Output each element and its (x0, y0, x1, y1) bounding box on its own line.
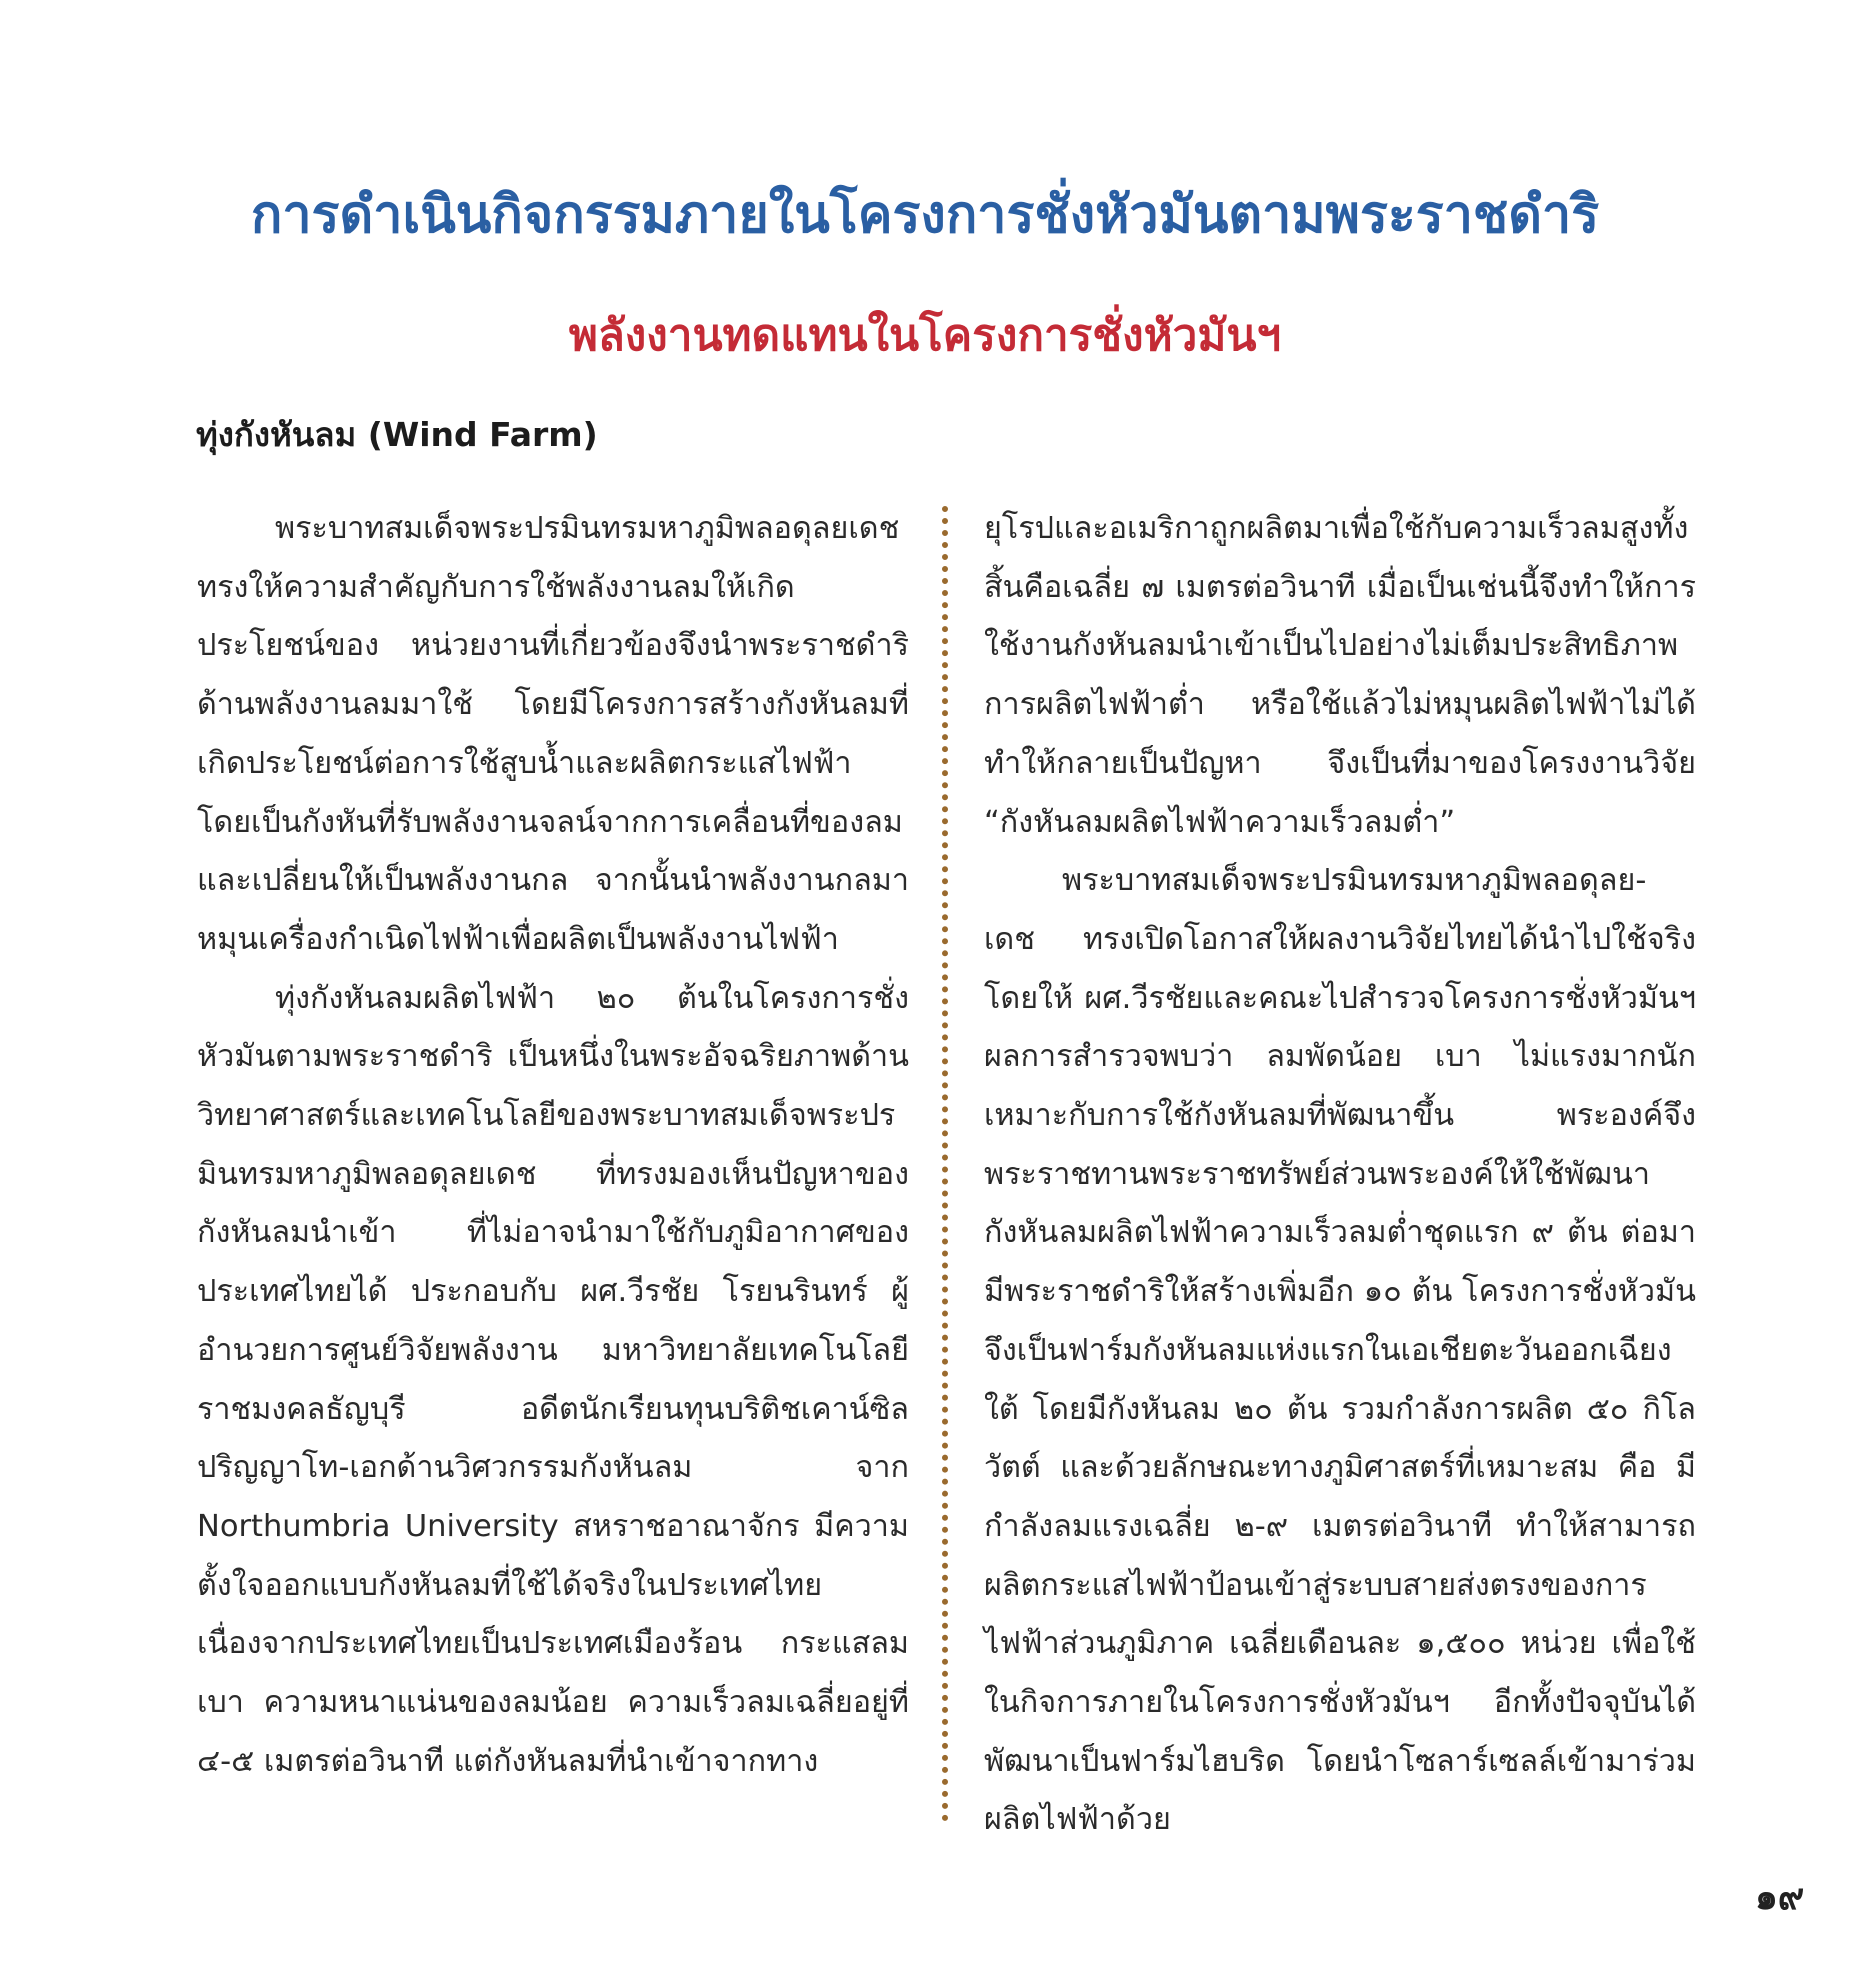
column-divider (942, 506, 948, 1822)
page-number: ๑๙ (1755, 1877, 1805, 1918)
section-heading: ทุ่งกังหันลม (Wind Farm) (196, 415, 598, 454)
left-paragraph-2: ทุ่งกังหันลมผลิตไฟฟ้า ๒๐ ต้นในโครงการชั่งหัวมันตามพระราชดำริ เป็นหนึ่งในพระอัจฉริยภาพด้านวิทยาศาสตร์และเทคโนโลยีของพระบาทสมเด็จพระปรมินทรมหาภูมิพลอดุลยเดช ที่ทรงมองเห็นปัญหาของกังหันลมนำเข้า ที่ไม่อาจนำมาใช้กับภูมิอากาศของประเทศไทยได้ ประกอบกับ ผศ.วีรชัย โรยนรินทร์ ผู้อำนวยการศูนย์วิจัยพลังงาน มหาวิทยาลัยเทคโนโลยีราชมงคลธัญบุรี อดีตนักเรียนทุนบริติชเคาน์ซิล ปริญญาโท-เอกด้านวิศวกรรมกังหันลม จาก Northumbria University สหราชอาณาจักร มีความตั้งใจออกแบบกังหันลมที่ใช้ได้จริงในประเทศไทย เนื่องจากประเทศไทยเป็นประเทศเมืองร้อน กระแสลมเบา ความหนาแน่นของลมน้อย ความเร็วลมเฉลี่ยอยู่ที่ ๔-๕ เมตรต่อวินาที แต่กังหันลมที่นำเข้าจากทาง (197, 980, 909, 1779)
right-column (984, 500, 1696, 1850)
left-paragraph-1: พระบาทสมเด็จพระปรมินทรมหาภูมิพลอดุลยเดช ทรงให้ความสำคัญกับการใช้พลังงานลมให้เกิดประโยชน์ของ หน่วยงานที่เกี่ยวข้องจึงนำพระราชดำริด้านพลังงานลมมาใช้ โดยมีโครงการสร้างกังหันลมที่เกิดประโยชน์ต่อการใช้สูบน้ำและผลิตกระแสไฟฟ้า โดยเป็นกังหันที่รับพลังงานจลน์จากการเคลื่อนที่ของลมและเปลี่ยนให้เป็นพลังงานกล จากนั้นนำพลังงานกลมาหมุนเครื่องกำเนิดไฟฟ้าเพื่อผลิตเป็นพลังงานไฟฟ้า (197, 511, 909, 957)
left-column (197, 500, 909, 1791)
right-paragraph-2: พระบาทสมเด็จพระปรมินทรมหาภูมิพลอดุลย-เดช ทรงเปิดโอกาสให้ผลงานวิจัยไทยได้นำไปใช้จริง โดยให้ ผศ.วีรชัยและคณะไปสำรวจโครงการชั่งหัวมันฯ ผลการสำรวจพบว่า ลมพัดน้อย เบา ไม่แรงมากนัก เหมาะกับการใช้กังหันลมที่พัฒนาขึ้น พระองค์จึงพระราชทานพระราชทรัพย์ส่วนพระองค์ให้ใช้พัฒนากังหันลมผลิตไฟฟ้าความเร็วลมต่ำชุดแรก ๙ ต้น ต่อมามีพระราชดำริให้สร้างเพิ่มอีก ๑๐ ต้น โครงการชั่งหัวมันจึงเป็นฟาร์มกังหันลมแห่งแรกในเอเชียตะวันออกเฉียงใต้ โดยมีกังหันลม ๒๐ ต้น รวมกำลังการผลิต ๕๐ กิโลวัตต์ และด้วยลักษณะทางภูมิศาสตร์ที่เหมาะสม คือ มีกำลังลมแรงเฉลี่ย ๒-๙ เมตรต่อวินาที ทำให้สามารถผลิตกระแสไฟฟ้าป้อนเข้าสู่ระบบสายส่งตรงของการไฟฟ้าส่วนภูมิภาค เฉลี่ยเดือนละ ๑,๕๐๐ หน่วย เพื่อใช้ในกิจการภายในโครงการชั่งหัวมันฯ อีกทั้งปัจจุบันได้พัฒนาเป็นฟาร์มไฮบริด โดยนำโซลาร์เซลล์เข้ามาร่วมผลิตไฟฟ้าด้วย (984, 863, 1696, 1838)
page-title: การดำเนินกิจกรรมภายในโครงการชั่งหัวมันตามพระราชดำริ (250, 185, 1600, 245)
page-subtitle: พลังงานทดแทนในโครงการชั่งหัวมันฯ (568, 310, 1282, 361)
right-paragraph-1: ยุโรปและอเมริกาถูกผลิตมาเพื่อใช้กับความเร็วลมสูงทั้งสิ้นคือเฉลี่ย ๗ เมตรต่อวินาที เมื่อเป็นเช่นนี้จึงทำให้การใช้งานกังหันลมนำเข้าเป็นไปอย่างไม่เต็มประสิทธิภาพ การผลิตไฟฟ้าต่ำ หรือใช้แล้วไม่หมุนผลิตไฟฟ้าไม่ได้ ทำให้กลายเป็นปัญหา จึงเป็นที่มาของโครงงานวิจัย “กังหันลมผลิตไฟฟ้าความเร็วลมต่ำ” (984, 511, 1696, 840)
